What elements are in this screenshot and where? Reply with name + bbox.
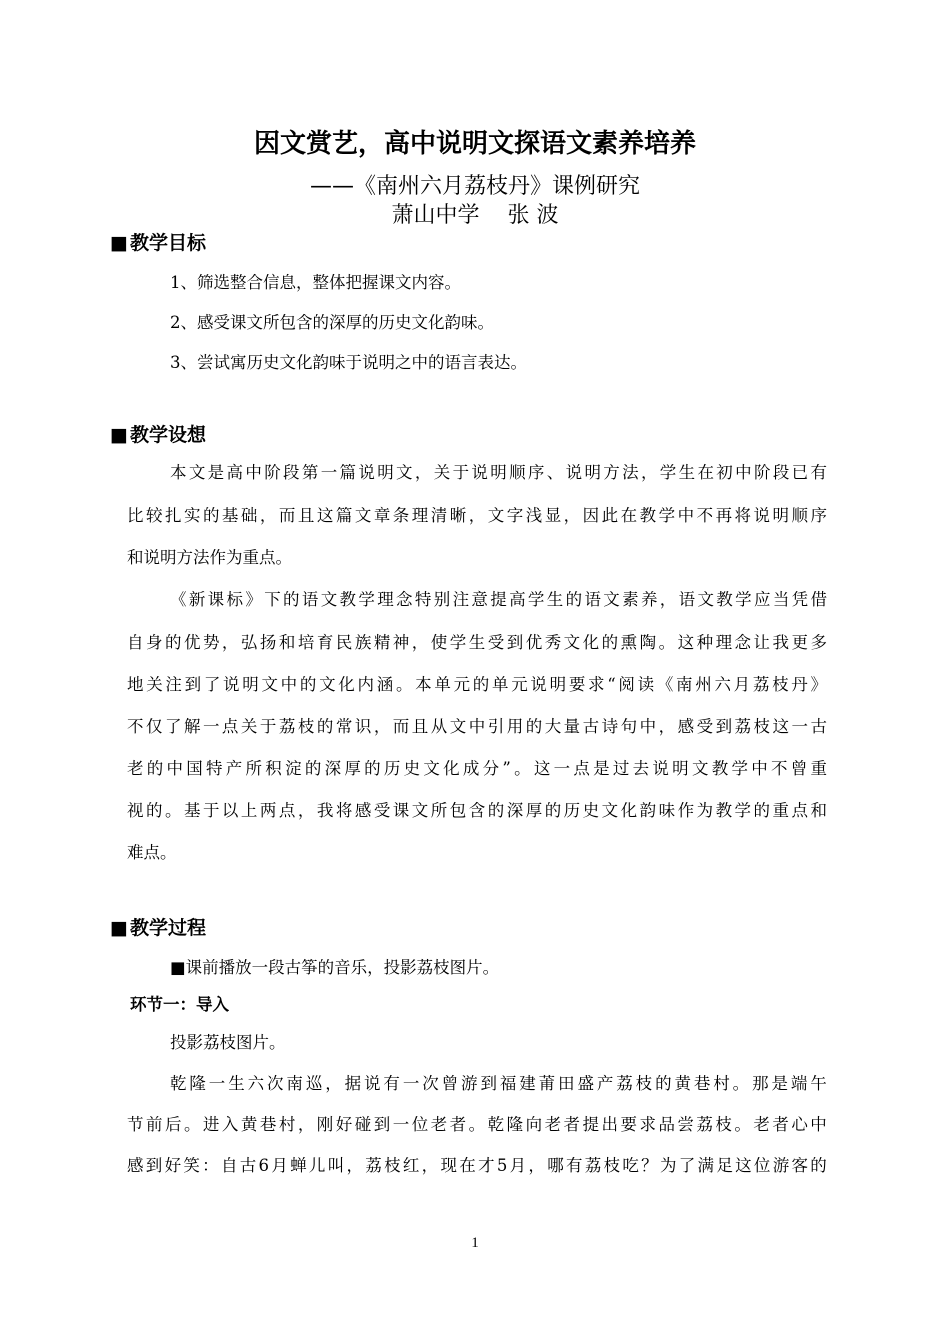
paragraph-line: 节前后。进入黄巷村，刚好碰到一位老者。乾隆向老者提出要求品尝荔枝。老者心中 bbox=[127, 1115, 827, 1134]
paragraph-line: 地关注到了说明文中的文化内涵。本单元的单元说明要求“阅读《南州六月荔枝丹》 bbox=[127, 675, 827, 694]
paragraph-line: 《新课标》下的语文教学理念特别注意提高学生的语文素养，语文教学应当凭借 bbox=[170, 590, 827, 609]
paragraph-line: 不仅了解一点关于荔枝的常识，而且从文中引用的大量古诗句中，感受到荔枝这一古 bbox=[127, 717, 827, 736]
paragraph-line: 乾隆一生六次南巡，据说有一次曾游到福建莆田盛产荔枝的黄巷村。那是端午 bbox=[170, 1074, 827, 1093]
paragraph-line: 投影荔枝图片。 bbox=[170, 1033, 286, 1052]
section-heading-label: 教学过程 bbox=[129, 917, 206, 939]
goal-item: 2、感受课文所包含的深厚的历史文化韵味。 bbox=[170, 313, 494, 332]
paragraph-line: 和说明方法作为重点。 bbox=[127, 548, 292, 567]
paragraph-line: 感到好笑：自古6月蝉儿叫，荔枝红，现在才5月，哪有荔枝吃？为了满足这位游客的 bbox=[127, 1156, 827, 1175]
document-subtitle: ——《南州六月荔枝丹》课例研究 bbox=[309, 174, 640, 199]
goal-item: 3、尝试寓历史文化韵味于说明之中的语言表达。 bbox=[170, 353, 527, 372]
document-title: 因文赏艺，高中说明文探语文素养培养 bbox=[253, 129, 696, 159]
page-number: 1 bbox=[471, 1235, 479, 1251]
paragraph-line: 难点。 bbox=[127, 843, 177, 862]
section-heading-goals bbox=[110, 230, 206, 256]
paragraph-line: 视的。基于以上两点，我将感受课文所包含的深厚的历史文化韵味作为教学的重点和 bbox=[127, 801, 827, 820]
paragraph-line: 比较扎实的基础，而且这篇文章条理清晰，文字浅显，因此在教学中不再将说明顺序 bbox=[127, 506, 827, 525]
step-title: 环节一：导入 bbox=[130, 995, 229, 1014]
paragraph-line: 本文是高中阶段第一篇说明文，关于说明顺序、说明方法，学生在初中阶段已有 bbox=[170, 463, 827, 482]
section-heading-idea bbox=[110, 422, 206, 448]
paragraph-line: 自身的优势，弘扬和培育民族精神，使学生受到优秀文化的熏陶。这种理念让我更多 bbox=[127, 633, 827, 652]
section-heading-label: 教学设想 bbox=[129, 424, 206, 446]
square-bullet-icon: ■ bbox=[110, 917, 128, 939]
section-heading-label: 教学目标 bbox=[129, 232, 206, 254]
square-bullet-icon: ■ bbox=[110, 424, 128, 446]
author-line: 萧山中学 张 波 bbox=[391, 203, 559, 228]
process-note: ■课前播放一段古筝的音乐，投影荔枝图片。 bbox=[170, 958, 500, 977]
paragraph-line: 老的中国特产所积淀的深厚的历史文化成分”。这一点是过去说明文教学中不曾重 bbox=[127, 759, 827, 778]
section-heading-process bbox=[110, 915, 206, 941]
square-bullet-icon: ■ bbox=[110, 232, 128, 254]
goal-item: 1、筛选整合信息，整体把握课文内容。 bbox=[170, 273, 461, 292]
